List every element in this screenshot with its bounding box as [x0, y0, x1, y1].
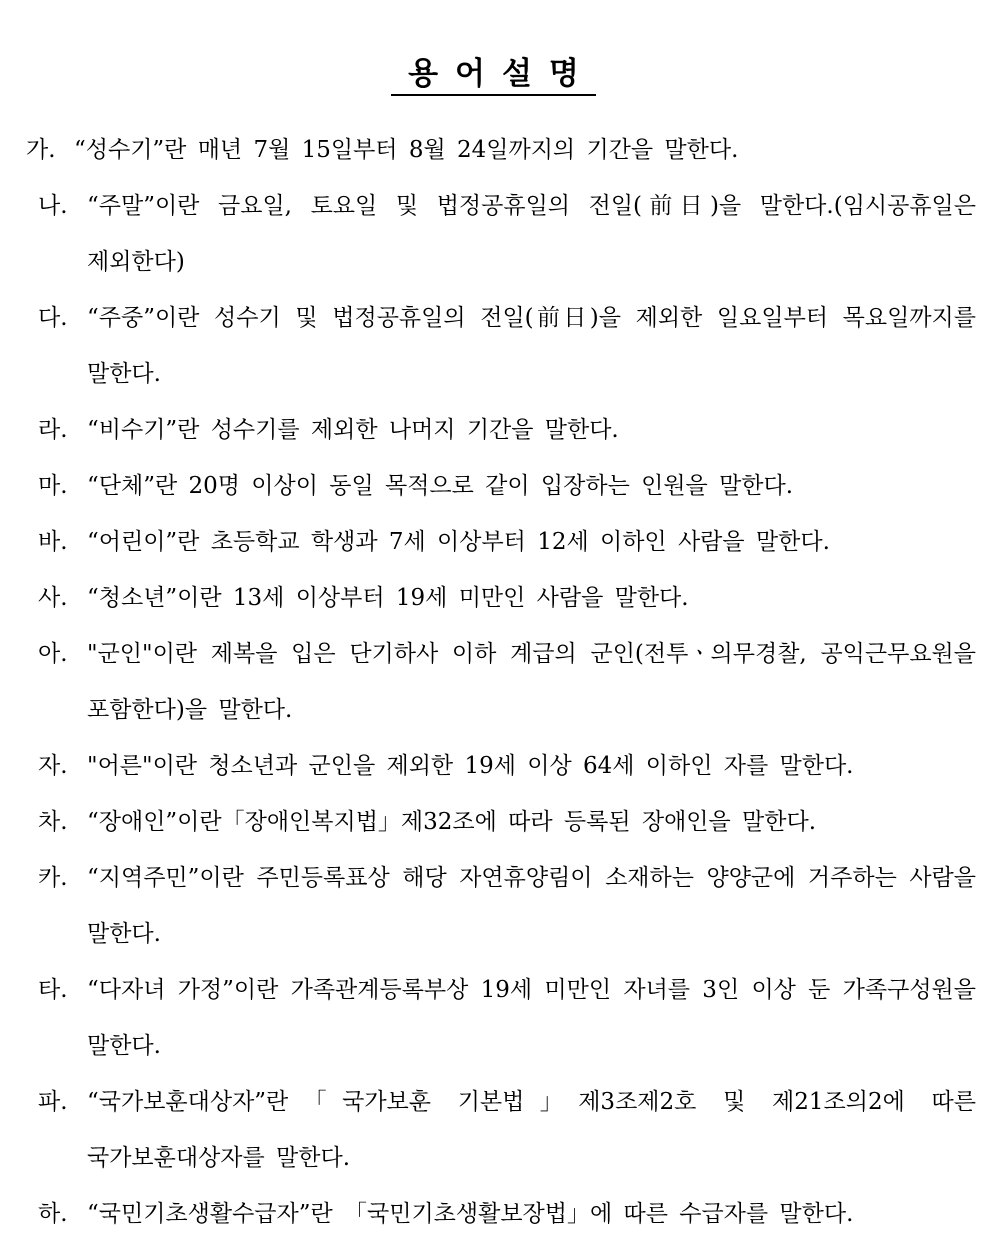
definition-item — [26, 514, 976, 570]
definition-text: “지역주민”이란 주민등록표상 해당 자연휴양림이 소재하는 양양군에 거주하는 사람을 말한다. — [87, 865, 976, 947]
definition-item — [26, 122, 976, 178]
definition-marker: 나. — [38, 193, 68, 219]
definition-item — [26, 570, 976, 626]
definition-text: “단체”란 20명 이상이 동일 목적으로 같이 입장하는 인원을 말한다. — [87, 473, 794, 499]
definition-item — [26, 402, 976, 458]
definition-marker: 사. — [38, 585, 68, 611]
definition-text: “비수기”란 성수기를 제외한 나머지 기간을 말한다. — [87, 417, 619, 443]
definition-text: “장애인”이란「장애인복지법」제32조에 따라 등록된 장애인을 말한다. — [87, 809, 817, 835]
definition-item — [26, 794, 976, 850]
document-title-text: 용어설명 — [391, 54, 596, 96]
definition-marker: 파. — [38, 1089, 68, 1115]
definition-text: “어린이”란 초등학교 학생과 7세 이상부터 12세 이하인 사람을 말한다. — [87, 529, 830, 555]
definition-item — [26, 290, 976, 402]
definition-marker: 차. — [38, 809, 68, 835]
definition-text: “다자녀 가정”이란 가족관계등록부상 19세 미만인 자녀를 3인 이상 둔 가족구성원을 말한다. — [87, 977, 976, 1059]
definition-marker: 라. — [38, 417, 68, 443]
definition-text: “성수기”란 매년 7월 15일부터 8월 24일까지의 기간을 말한다. — [74, 137, 739, 163]
definition-text: "어른"이란 청소년과 군인을 제외한 19세 이상 64세 이하인 자를 말한다. — [87, 753, 854, 779]
definition-text: “주말”이란 금요일, 토요일 및 법정공휴일의 전일(前日)을 말한다.(임시공휴일은 제외한다) — [87, 193, 976, 275]
definition-marker: 타. — [38, 977, 68, 1003]
definition-item — [26, 850, 976, 962]
definition-marker: 카. — [38, 865, 68, 891]
definition-list — [26, 122, 976, 1242]
definition-text: “청소년”이란 13세 이상부터 19세 미만인 사람을 말한다. — [87, 585, 689, 611]
definition-item — [26, 738, 976, 794]
definition-marker: 하. — [38, 1201, 68, 1227]
definition-item — [26, 1074, 976, 1186]
definition-item — [26, 962, 976, 1074]
definition-text: “국가보훈대상자”란「국가보훈 기본법」제3조제2호 및 제21조의2에 따른 국가보훈대상자를 말한다. — [87, 1089, 976, 1171]
definition-marker: 마. — [38, 473, 68, 499]
definition-text: "군인"이란 제복을 입은 단기하사 이하 계급의 군인(전투ㆍ의무경찰, 공익근무요원을 포함한다)을 말한다. — [87, 641, 976, 723]
definition-marker: 다. — [38, 305, 68, 331]
definition-marker: 아. — [38, 641, 68, 667]
definition-marker: 가. — [26, 137, 56, 163]
definition-item — [26, 626, 976, 738]
definition-item — [26, 458, 976, 514]
definition-item — [26, 178, 976, 290]
document-title — [0, 52, 987, 96]
definition-marker: 자. — [38, 753, 68, 779]
definition-marker: 바. — [38, 529, 68, 555]
definition-item — [26, 1186, 976, 1242]
definition-text: “주중”이란 성수기 및 법정공휴일의 전일(前日)을 제외한 일요일부터 목요일까지를 말한다. — [87, 305, 976, 387]
definition-text: “국민기초생활수급자”란 「국민기초생활보장법」에 따른 수급자를 말한다. — [87, 1201, 854, 1227]
